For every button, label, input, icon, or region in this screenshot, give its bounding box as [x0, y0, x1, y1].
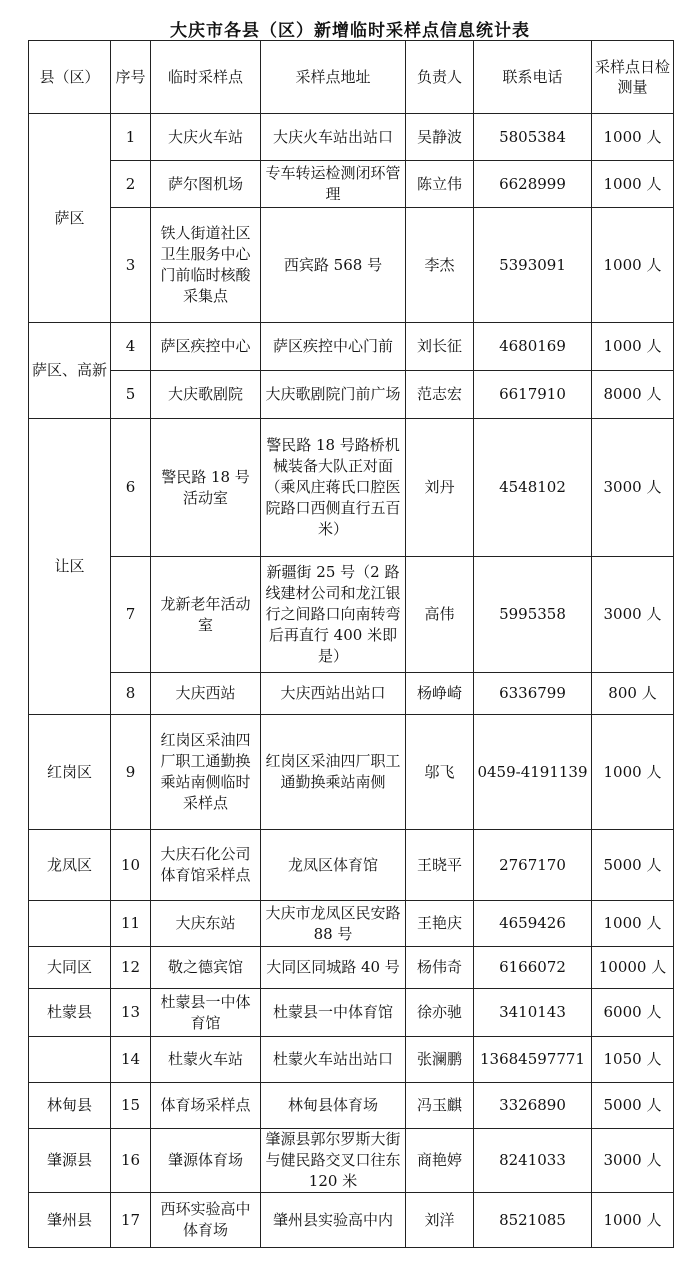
table-row	[29, 557, 674, 673]
person-cell: 冯玉麒	[406, 1083, 474, 1129]
capacity-cell: 1000 人	[592, 323, 674, 371]
row-number-cell: 2	[111, 161, 151, 208]
county-cell: 萨区	[29, 114, 111, 323]
person-cell: 陈立伟	[406, 161, 474, 208]
table-row	[29, 1083, 674, 1129]
address-cell: 龙凤区体育馆	[261, 830, 406, 901]
header-row	[29, 41, 674, 114]
table-row	[29, 371, 674, 419]
capacity-cell: 1050 人	[592, 1037, 674, 1083]
row-number-cell: 6	[111, 419, 151, 557]
address-cell: 杜蒙县一中体育馆	[261, 989, 406, 1037]
header-no: 序号	[111, 41, 151, 114]
address-cell: 大同区同城路 40 号	[261, 947, 406, 989]
capacity-cell: 1000 人	[592, 901, 674, 947]
site-cell: 萨尔图机场	[151, 161, 261, 208]
phone-cell: 3326890	[474, 1083, 592, 1129]
phone-cell: 8241033	[474, 1129, 592, 1193]
row-number-cell: 17	[111, 1193, 151, 1248]
county-cell: 红岗区	[29, 715, 111, 830]
person-cell: 李杰	[406, 208, 474, 323]
row-number-cell: 7	[111, 557, 151, 673]
address-cell: 杜蒙火车站出站口	[261, 1037, 406, 1083]
table-row	[29, 673, 674, 715]
person-cell: 范志宏	[406, 371, 474, 419]
address-cell: 林甸县体育场	[261, 1083, 406, 1129]
row-number-cell: 13	[111, 989, 151, 1037]
capacity-cell: 3000 人	[592, 419, 674, 557]
site-cell: 大庆西站	[151, 673, 261, 715]
phone-cell: 4680169	[474, 323, 592, 371]
row-number-cell: 3	[111, 208, 151, 323]
site-cell: 警民路 18 号活动室	[151, 419, 261, 557]
site-cell: 大庆石化公司体育馆采样点	[151, 830, 261, 901]
phone-cell: 2767170	[474, 830, 592, 901]
phone-cell: 5393091	[474, 208, 592, 323]
capacity-cell: 6000 人	[592, 989, 674, 1037]
capacity-cell: 800 人	[592, 673, 674, 715]
site-cell: 杜蒙县一中体育馆	[151, 989, 261, 1037]
site-cell: 大庆火车站	[151, 114, 261, 161]
phone-cell: 6628999	[474, 161, 592, 208]
table-row	[29, 989, 674, 1037]
county-cell: 萨区、高新	[29, 323, 111, 419]
address-cell: 大庆市龙凤区民安路 88 号	[261, 901, 406, 947]
header-person: 负责人	[406, 41, 474, 114]
site-cell: 萨区疾控中心	[151, 323, 261, 371]
county-cell: 大同区	[29, 947, 111, 989]
county-cell: 肇州县	[29, 1193, 111, 1248]
address-cell: 肇州县实验高中内	[261, 1193, 406, 1248]
person-cell: 吴静波	[406, 114, 474, 161]
header-address: 采样点地址	[261, 41, 406, 114]
capacity-cell: 8000 人	[592, 371, 674, 419]
site-cell: 体育场采样点	[151, 1083, 261, 1129]
site-cell: 敬之德宾馆	[151, 947, 261, 989]
address-cell: 专车转运检测闭环管理	[261, 161, 406, 208]
phone-cell: 13684597771	[474, 1037, 592, 1083]
table-body	[29, 114, 674, 1248]
county-cell: 杜蒙县	[29, 989, 111, 1037]
table-row	[29, 1193, 674, 1248]
site-cell: 红岗区采油四厂职工通勤换乘站南侧临时采样点	[151, 715, 261, 830]
header-capacity: 采样点日检测量	[592, 41, 674, 114]
row-number-cell: 12	[111, 947, 151, 989]
phone-cell: 3410143	[474, 989, 592, 1037]
row-number-cell: 11	[111, 901, 151, 947]
site-cell: 龙新老年活动室	[151, 557, 261, 673]
capacity-cell: 3000 人	[592, 557, 674, 673]
site-cell: 大庆东站	[151, 901, 261, 947]
address-cell: 肇源县郭尔罗斯大街与健民路交叉口往东 120 米	[261, 1129, 406, 1193]
row-number-cell: 4	[111, 323, 151, 371]
table-row	[29, 1129, 674, 1193]
phone-cell: 4548102	[474, 419, 592, 557]
table-row	[29, 830, 674, 901]
capacity-cell: 10000 人	[592, 947, 674, 989]
address-cell: 萨区疾控中心门前	[261, 323, 406, 371]
person-cell: 杨峥崎	[406, 673, 474, 715]
address-cell: 大庆歌剧院门前广场	[261, 371, 406, 419]
phone-cell: 6336799	[474, 673, 592, 715]
table-title: 大庆市各县（区）新增临时采样点信息统计表	[170, 21, 530, 41]
row-number-cell: 16	[111, 1129, 151, 1193]
person-cell: 张澜鹏	[406, 1037, 474, 1083]
county-cell: 肇源县	[29, 1129, 111, 1193]
row-number-cell: 1	[111, 114, 151, 161]
row-number-cell: 8	[111, 673, 151, 715]
person-cell: 王晓平	[406, 830, 474, 901]
county-cell: 龙凤区	[29, 830, 111, 901]
row-number-cell: 10	[111, 830, 151, 901]
table-row	[29, 947, 674, 989]
address-cell: 红岗区采油四厂职工通勤换乘站南侧	[261, 715, 406, 830]
capacity-cell: 5000 人	[592, 830, 674, 901]
phone-cell: 6166072	[474, 947, 592, 989]
phone-cell: 8521085	[474, 1193, 592, 1248]
capacity-cell: 1000 人	[592, 1193, 674, 1248]
address-cell: 警民路 18 号路桥机械装备大队正对面（乘风庄蒋氏口腔医院路口西侧直行五百米）	[261, 419, 406, 557]
table-row	[29, 161, 674, 208]
capacity-cell: 5000 人	[592, 1083, 674, 1129]
address-cell: 大庆火车站出站口	[261, 114, 406, 161]
capacity-cell: 1000 人	[592, 208, 674, 323]
capacity-cell: 1000 人	[592, 715, 674, 830]
site-cell: 西环实验高中体育场	[151, 1193, 261, 1248]
site-cell: 铁人街道社区卫生服务中心门前临时核酸采集点	[151, 208, 261, 323]
county-cell	[29, 1037, 111, 1083]
header-phone: 联系电话	[474, 41, 592, 114]
phone-cell: 4659426	[474, 901, 592, 947]
person-cell: 杨伟奇	[406, 947, 474, 989]
county-cell: 林甸县	[29, 1083, 111, 1129]
person-cell: 王艳庆	[406, 901, 474, 947]
capacity-cell: 1000 人	[592, 114, 674, 161]
table-row	[29, 323, 674, 371]
table-row	[29, 1037, 674, 1083]
row-number-cell: 5	[111, 371, 151, 419]
person-cell: 商艳婷	[406, 1129, 474, 1193]
sampling-site-table	[28, 40, 674, 1248]
county-cell: 让区	[29, 419, 111, 715]
person-cell: 刘长征	[406, 323, 474, 371]
person-cell: 徐亦驰	[406, 989, 474, 1037]
address-cell: 西宾路 568 号	[261, 208, 406, 323]
table-row	[29, 114, 674, 161]
table-row	[29, 208, 674, 323]
phone-cell: 5805384	[474, 114, 592, 161]
table-row	[29, 419, 674, 557]
county-cell	[29, 901, 111, 947]
table-row	[29, 901, 674, 947]
person-cell: 刘洋	[406, 1193, 474, 1248]
address-cell: 大庆西站出站口	[261, 673, 406, 715]
capacity-cell: 3000 人	[592, 1129, 674, 1193]
site-cell: 大庆歌剧院	[151, 371, 261, 419]
site-cell: 肇源体育场	[151, 1129, 261, 1193]
header-site: 临时采样点	[151, 41, 261, 114]
site-cell: 杜蒙火车站	[151, 1037, 261, 1083]
row-number-cell: 9	[111, 715, 151, 830]
phone-cell: 6617910	[474, 371, 592, 419]
row-number-cell: 15	[111, 1083, 151, 1129]
table-row	[29, 715, 674, 830]
person-cell: 刘丹	[406, 419, 474, 557]
row-number-cell: 14	[111, 1037, 151, 1083]
phone-cell: 0459-4191139	[474, 715, 592, 830]
address-cell: 新疆街 25 号（2 路线建材公司和龙江银行之间路口向南转弯后再直行 400 米即是）	[261, 557, 406, 673]
phone-cell: 5995358	[474, 557, 592, 673]
person-cell: 高伟	[406, 557, 474, 673]
person-cell: 邬飞	[406, 715, 474, 830]
header-county: 县（区）	[29, 41, 111, 114]
capacity-cell: 1000 人	[592, 161, 674, 208]
